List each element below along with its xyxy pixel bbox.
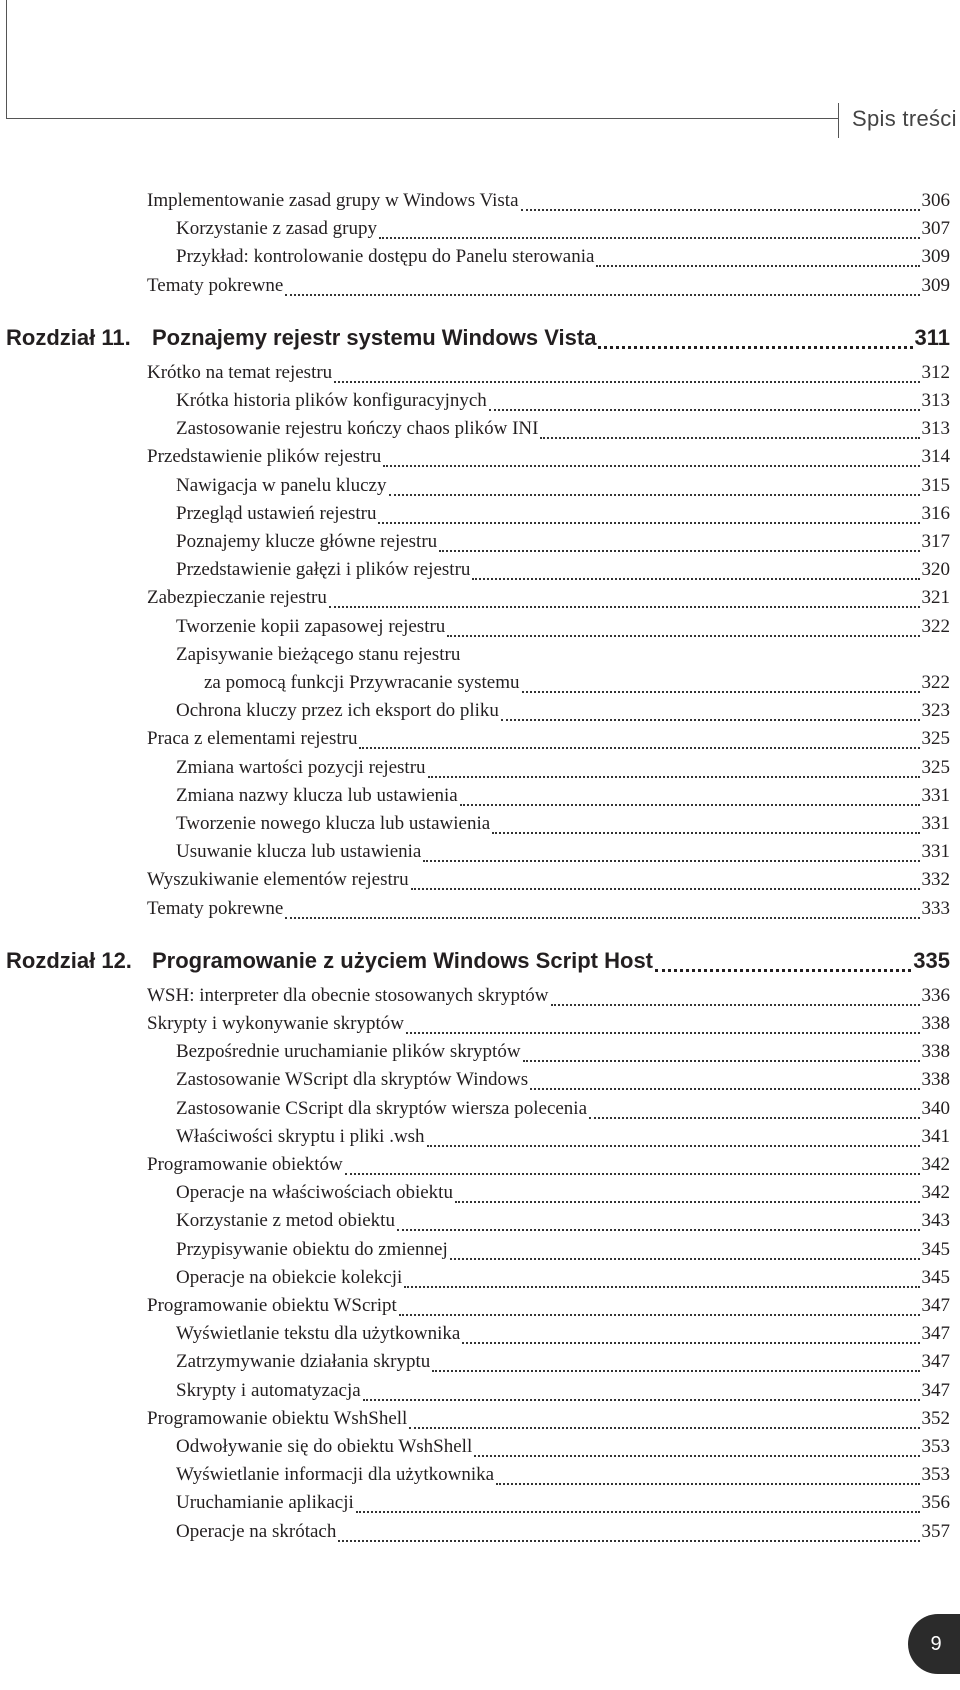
toc-entry — [0, 218, 950, 246]
toc-entry — [0, 1267, 950, 1295]
page-frame-right-rule — [838, 103, 839, 138]
entry-title: Zabezpieczanie rejestru — [147, 587, 327, 609]
dot-leader — [356, 1510, 920, 1513]
entry-title: Przedstawienie plików rejestru — [147, 446, 382, 468]
entry-title: Poznajemy klucze główne rejestru — [176, 531, 438, 552]
dot-leader — [329, 605, 920, 608]
entry-title: Krótko na temat rejestru — [147, 361, 333, 383]
entry-page-number: 332 — [921, 869, 950, 891]
toc-entry — [0, 1408, 950, 1436]
toc-entry — [0, 390, 950, 418]
toc-entry — [0, 700, 950, 728]
toc-entry — [0, 1013, 950, 1041]
entry-title: Zastosowanie CScript dla skryptów wiersza polecenia — [176, 1097, 588, 1119]
entry-page-number: 335 — [913, 947, 950, 973]
entry-title: Programowanie obiektu WshShell — [147, 1407, 408, 1429]
entry-title: WSH: interpreter dla obecnie stosowanych skryptów — [147, 984, 549, 1006]
dot-leader — [496, 1482, 919, 1485]
dot-leader — [474, 1454, 919, 1457]
entry-page-number: 357 — [921, 1520, 950, 1542]
entry-page-number: 336 — [921, 984, 950, 1006]
entry-page-number: 313 — [921, 390, 950, 411]
entry-page-number: 331 — [921, 813, 950, 834]
toc-entry — [0, 869, 950, 897]
dot-leader — [521, 208, 920, 211]
page-frame-bottom-rule — [6, 118, 838, 119]
entry-title: Korzystanie z metod obiektu — [176, 1210, 395, 1232]
toc-entry — [0, 446, 950, 474]
entry-page-number: 331 — [921, 841, 950, 863]
dot-leader — [439, 549, 919, 552]
entry-page-number: 347 — [921, 1351, 950, 1373]
toc-entry — [0, 559, 950, 587]
entry-title: Skrypty i wykonywanie skryptów — [147, 1013, 405, 1034]
entry-title: Tematy pokrewne — [147, 897, 284, 919]
dot-leader — [598, 345, 912, 349]
toc-entry — [0, 785, 950, 813]
page-frame-left-rule — [6, 0, 7, 118]
toc-entry — [0, 418, 950, 446]
toc-entry — [0, 1521, 950, 1549]
dot-leader — [432, 1369, 919, 1372]
entry-title: Przypisywanie obiektu do zmiennej — [176, 1238, 448, 1260]
toc-entry — [0, 275, 950, 303]
entry-title: Wyświetlanie tekstu dla użytkownika — [176, 1323, 461, 1345]
entry-title: Zmiana nazwy klucza lub ustawienia — [176, 784, 458, 806]
dot-leader — [334, 380, 919, 383]
entry-title: Programowanie z użyciem Windows Script Host — [152, 947, 654, 973]
entry-title: Wyszukiwanie elementów rejestru — [147, 869, 409, 891]
entry-page-number: 314 — [921, 446, 950, 468]
dot-leader — [551, 1003, 920, 1006]
dot-leader — [363, 1398, 920, 1401]
dot-leader — [589, 1116, 919, 1119]
toc-entry — [0, 1098, 950, 1126]
entry-title: Programowanie obiektów — [147, 1154, 343, 1175]
dot-leader — [530, 1087, 919, 1090]
entry-page-number: 325 — [921, 728, 950, 750]
toc-entry — [0, 475, 950, 503]
dot-leader — [379, 236, 919, 239]
entry-title: Implementowanie zasad grupy w Windows Vista — [147, 190, 519, 211]
entry-title: Tematy pokrewne — [147, 274, 284, 296]
toc-entry — [0, 587, 950, 615]
toc-entry — [0, 672, 950, 700]
entry-page-number: 345 — [921, 1238, 950, 1260]
dot-leader — [455, 1200, 920, 1203]
toc-entry — [0, 616, 950, 644]
entry-title: Przegląd ustawień rejestru — [176, 502, 377, 524]
dot-leader — [523, 1059, 920, 1062]
entry-page-number: 315 — [921, 474, 950, 496]
entry-page-number: 313 — [921, 418, 950, 440]
dot-leader — [389, 493, 920, 496]
dot-leader — [359, 746, 919, 749]
entry-page-number: 356 — [921, 1492, 950, 1514]
entry-title: Operacje na obiekcie kolekcji — [176, 1266, 403, 1288]
entry-title: Nawigacja w panelu kluczy — [176, 474, 387, 496]
entry-page-number: 322 — [921, 615, 950, 637]
entry-title: Krótka historia plików konfiguracyjnych — [176, 390, 487, 411]
entry-page-number: 307 — [921, 218, 950, 240]
toc-entry — [0, 644, 950, 672]
dot-leader — [383, 464, 919, 467]
entry-title: Praca z elementami rejestru — [147, 728, 358, 750]
toc-entry — [0, 1210, 950, 1238]
toc-entry — [0, 1069, 950, 1097]
entry-page-number: 345 — [921, 1266, 950, 1288]
entry-title: Operacje na skrótach — [176, 1520, 337, 1542]
entry-title: Zapisywanie bieżącego stanu rejestru — [176, 643, 461, 665]
entry-title: Zastosowanie rejestru kończy chaos plików INI — [176, 418, 539, 440]
toc-entry — [0, 1464, 950, 1492]
toc-entry — [0, 1041, 950, 1069]
toc-entry — [0, 985, 950, 1013]
entry-title: Usuwanie klucza lub ustawienia — [176, 841, 422, 863]
dot-leader — [462, 1341, 919, 1344]
entry-page-number: 353 — [921, 1464, 950, 1486]
entry-title: Tworzenie kopii zapasowej rejestru — [176, 615, 446, 637]
entry-page-number: 338 — [921, 1013, 950, 1034]
dot-leader — [540, 436, 919, 439]
entry-page-number: 333 — [921, 897, 950, 919]
dot-leader — [345, 1172, 920, 1175]
entry-page-number: 325 — [921, 756, 950, 778]
toc-entry — [0, 1295, 950, 1323]
entry-page-number: 347 — [921, 1323, 950, 1345]
entry-page-number: 353 — [921, 1436, 950, 1457]
entry-page-number: 306 — [921, 190, 950, 211]
entry-page-number: 347 — [921, 1379, 950, 1401]
toc-entry — [0, 190, 950, 218]
entry-page-number: 352 — [921, 1407, 950, 1429]
toc-entry — [0, 1126, 950, 1154]
dot-leader — [399, 1313, 920, 1316]
entry-page-number: 320 — [921, 559, 950, 581]
entry-title: Zatrzymywanie działania skryptu — [176, 1351, 431, 1373]
dot-leader — [285, 916, 919, 919]
dot-leader — [378, 521, 919, 524]
dot-leader — [501, 718, 920, 721]
toc-entry — [0, 531, 950, 559]
dot-leader — [489, 408, 920, 411]
toc-entry — [0, 1380, 950, 1408]
dot-leader — [411, 887, 920, 890]
entry-page-number: 347 — [921, 1295, 950, 1316]
toc-entry — [0, 728, 950, 756]
entry-title: Korzystanie z zasad grupy — [176, 218, 378, 240]
dot-leader — [406, 1031, 919, 1034]
entry-title: Uruchamianie aplikacji — [176, 1492, 354, 1514]
toc-entry — [0, 362, 950, 390]
toc-chapter — [6, 325, 950, 357]
entry-page-number: 338 — [921, 1069, 950, 1091]
toc-entry — [0, 1436, 950, 1464]
dot-leader — [596, 264, 919, 267]
entry-page-number: 323 — [921, 700, 950, 722]
dot-leader — [522, 690, 920, 693]
toc-entry — [0, 1323, 950, 1351]
entry-page-number: 321 — [921, 587, 950, 609]
entry-title: Skrypty i automatyzacja — [176, 1379, 361, 1401]
toc-entry — [0, 1182, 950, 1210]
entry-title: Zmiana wartości pozycji rejestru — [176, 756, 426, 778]
entry-page-number: 341 — [921, 1125, 950, 1147]
chapter-number: Rozdział 12. — [6, 947, 132, 973]
running-head: Spis treści — [852, 106, 957, 131]
toc-entry — [0, 503, 950, 531]
dot-leader — [423, 859, 919, 862]
dot-leader — [404, 1285, 919, 1288]
toc-entry — [0, 813, 950, 841]
entry-title: Tworzenie nowego klucza lub ustawienia — [176, 813, 491, 834]
dot-leader — [427, 1144, 920, 1147]
entry-page-number: 331 — [921, 784, 950, 806]
entry-page-number: 322 — [921, 672, 950, 693]
entry-title: Przykład: kontrolowanie dostępu do Panelu sterowania — [176, 246, 595, 268]
dot-leader — [492, 831, 919, 834]
entry-page-number: 338 — [921, 1041, 950, 1063]
entry-title: Bezpośrednie uruchamianie plików skryptów — [176, 1041, 521, 1063]
entry-title: Ochrona kluczy przez ich eksport do pliku — [176, 700, 499, 722]
entry-page-number: 312 — [921, 361, 950, 383]
toc-entry — [0, 1492, 950, 1520]
entry-page-number: 316 — [921, 502, 950, 524]
entry-title: Właściwości skryptu i pliki .wsh — [176, 1125, 425, 1147]
toc-entry — [0, 841, 950, 869]
entry-page-number: 343 — [921, 1210, 950, 1232]
toc-entry — [0, 1239, 950, 1267]
dot-leader — [285, 293, 919, 296]
entry-page-number: 342 — [921, 1154, 950, 1175]
toc-entry — [0, 898, 950, 926]
entry-title: Zastosowanie WScript dla skryptów Windows — [176, 1069, 529, 1091]
dot-leader — [447, 634, 919, 637]
entry-title: Odwoływanie się do obiektu WshShell — [176, 1436, 473, 1457]
entry-title: za pomocą funkcji Przywracanie systemu — [204, 672, 520, 693]
toc-entry — [0, 1154, 950, 1182]
dot-leader — [450, 1257, 920, 1260]
entry-title: Operacje na właściwościach obiektu — [176, 1182, 453, 1204]
entry-page-number: 311 — [914, 324, 950, 350]
entry-title: Wyświetlanie informacji dla użytkownika — [176, 1464, 495, 1486]
entry-page-number: 317 — [921, 531, 950, 552]
entry-title: Programowanie obiektu WScript — [147, 1295, 397, 1316]
dot-leader — [397, 1228, 920, 1231]
chapter-number: Rozdział 11. — [6, 324, 131, 350]
toc-chapter — [6, 948, 950, 980]
entry-page-number: 309 — [921, 274, 950, 296]
dot-leader — [409, 1426, 919, 1429]
entry-page-number: 309 — [921, 246, 950, 268]
entry-title: Poznajemy rejestr systemu Windows Vista — [152, 324, 597, 350]
dot-leader — [655, 968, 911, 972]
dot-leader — [460, 803, 920, 806]
dot-leader — [472, 577, 919, 580]
entry-page-number: 340 — [921, 1097, 950, 1119]
toc-entry — [0, 246, 950, 274]
toc-entry — [0, 1351, 950, 1379]
toc-entry — [0, 757, 950, 785]
page-number-badge: 9 — [908, 1614, 960, 1674]
entry-title: Przedstawienie gałęzi i plików rejestru — [176, 559, 471, 581]
entry-page-number: 342 — [921, 1182, 950, 1204]
dot-leader — [428, 775, 920, 778]
dot-leader — [338, 1539, 919, 1542]
